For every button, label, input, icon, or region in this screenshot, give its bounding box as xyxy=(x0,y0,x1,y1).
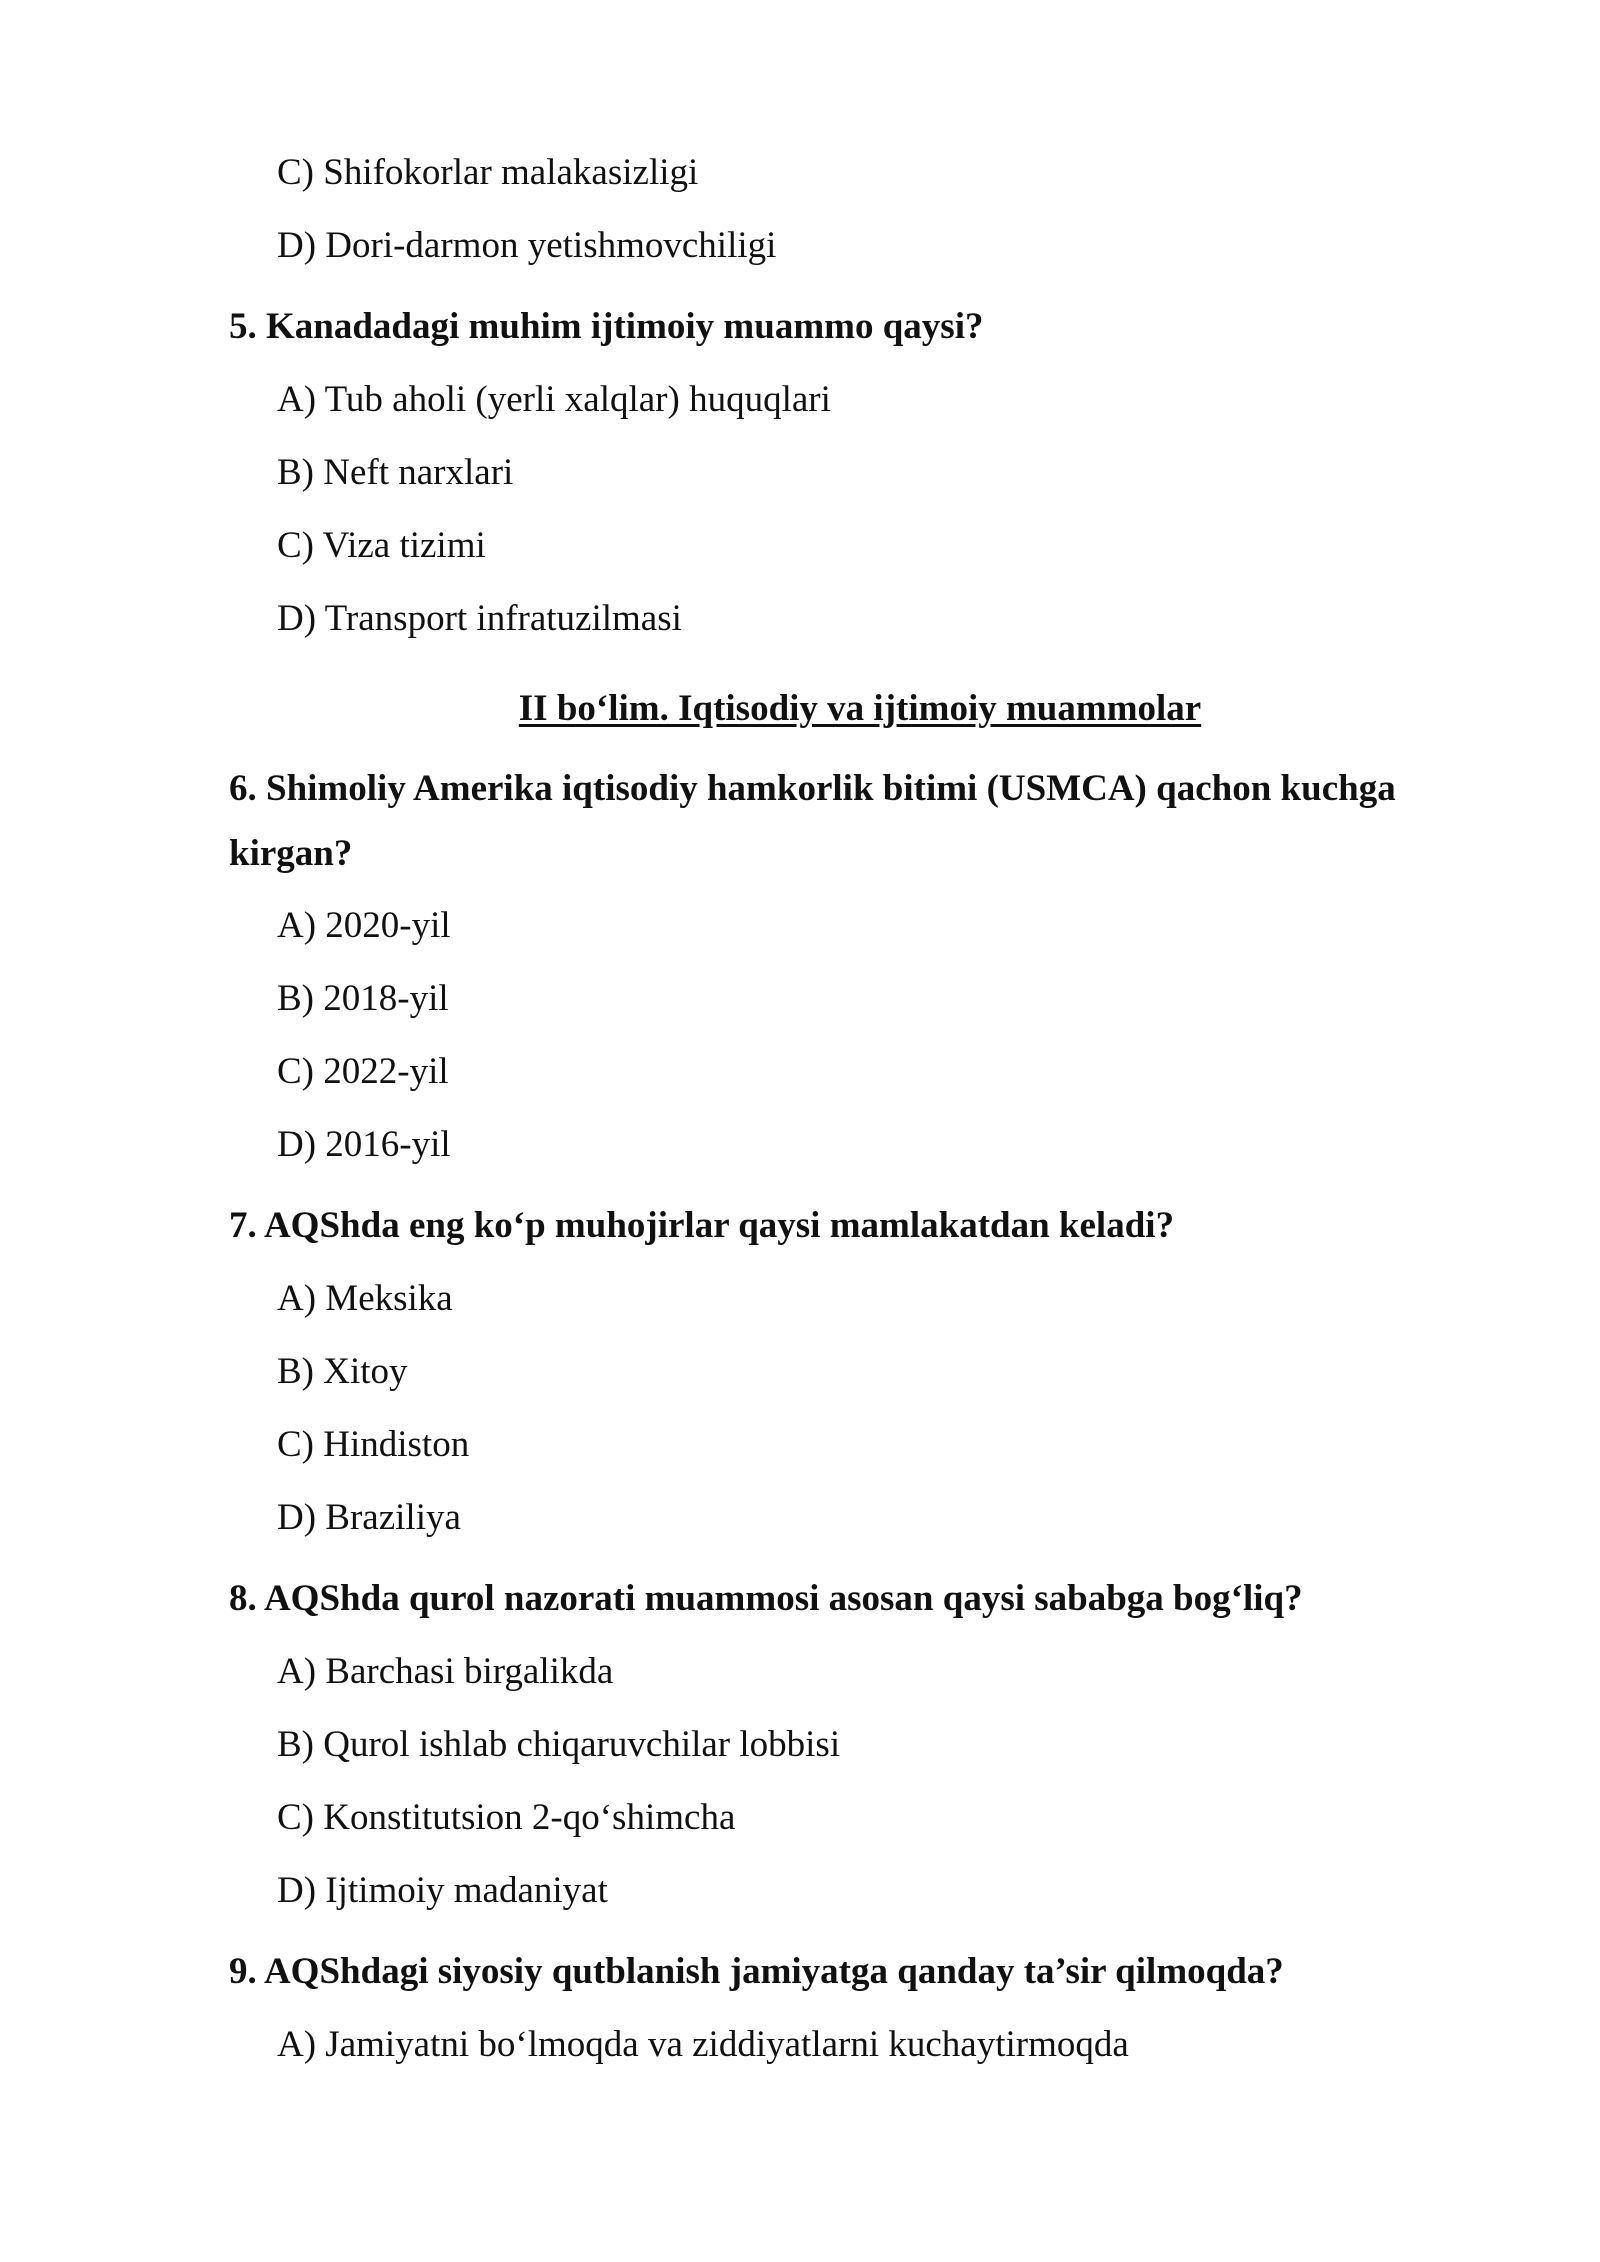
option-q7-b: B) Xitoy xyxy=(277,1351,408,1392)
option-q5-d: D) Transport infratuzilmasi xyxy=(277,598,682,639)
question-6-line2: kirgan? xyxy=(229,833,353,874)
option-q4-d: D) Dori-darmon yetishmovchiligi xyxy=(277,225,777,266)
option-q6-b: B) 2018-yil xyxy=(277,978,449,1019)
option-q7-a: A) Meksika xyxy=(277,1278,453,1319)
option-q8-c: C) Konstitutsion 2-qo‘shimcha xyxy=(277,1797,736,1838)
option-q4-c: C) Shifokorlar malakasizligi xyxy=(277,152,699,193)
option-q6-a: A) 2020-yil xyxy=(277,905,451,946)
question-9: 9. AQShdagi siyosiy qutblanish jamiyatga qanday ta’sir qilmoqda? xyxy=(229,1951,1284,1992)
option-q6-d: D) 2016-yil xyxy=(277,1124,451,1165)
section-heading: II bo‘lim. Iqtisodiy va ijtimoiy muammolar xyxy=(518,688,1202,729)
option-q7-d: D) Braziliya xyxy=(277,1497,461,1538)
question-6-line1: 6. Shimoliy Amerika iqtisodiy hamkorlik bitimi (USMCA) qachon kuchga xyxy=(229,768,1396,809)
option-q8-a: A) Barchasi birgalikda xyxy=(277,1651,614,1692)
option-q6-c: C) 2022-yil xyxy=(277,1051,449,1092)
option-q8-b: B) Qurol ishlab chiqaruvchilar lobbisi xyxy=(277,1724,841,1765)
option-q5-a: A) Tub aholi (yerli xalqlar) huquqlari xyxy=(277,379,831,420)
option-q5-b: B) Neft narxlari xyxy=(277,452,514,493)
question-5: 5. Kanadadagi muhim ijtimoiy muammo qaysi? xyxy=(229,306,984,347)
option-q5-c: C) Viza tizimi xyxy=(277,525,486,566)
option-q8-d: D) Ijtimoiy madaniyat xyxy=(277,1870,608,1911)
question-7: 7. AQShda eng ko‘p muhojirlar qaysi mamlakatdan keladi? xyxy=(229,1205,1175,1246)
option-q7-c: C) Hindiston xyxy=(277,1424,470,1465)
question-8: 8. AQShda qurol nazorati muammosi asosan qaysi sababga bog‘liq? xyxy=(229,1578,1303,1619)
option-q9-a: A) Jamiyatni bo‘lmoqda va ziddiyatlarni kuchaytirmoqda xyxy=(277,2024,1129,2065)
